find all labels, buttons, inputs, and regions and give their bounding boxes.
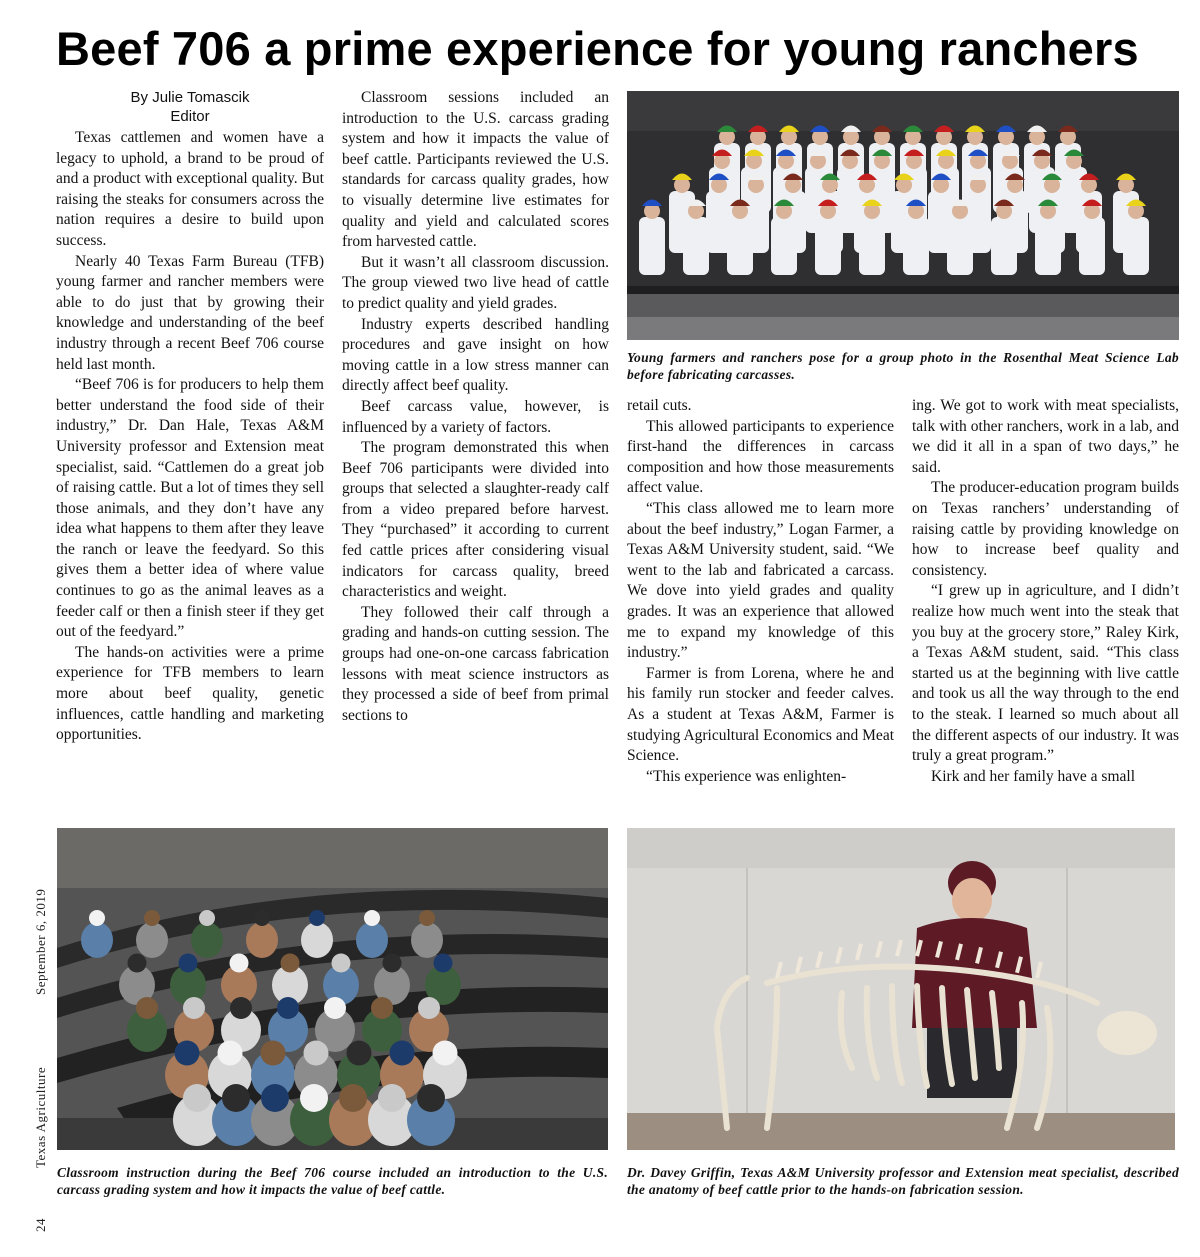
byline-author: By Julie Tomascik	[130, 89, 250, 106]
article-column-1	[56, 88, 324, 746]
page-number: 24	[33, 1218, 48, 1232]
person-coat	[859, 217, 885, 275]
student-head	[261, 1041, 286, 1066]
paragraph: retail cuts.	[627, 397, 692, 414]
person-coat	[639, 217, 665, 275]
student-head	[230, 954, 249, 973]
person-coat	[947, 217, 973, 275]
student-head	[300, 1084, 328, 1112]
student-body	[81, 922, 113, 958]
group-photo-illustration	[627, 91, 1179, 340]
paragraph: Beef carcass value, however, is influenced by a variety of factors.	[342, 397, 609, 436]
student-head	[254, 910, 270, 926]
group-photo	[627, 91, 1179, 340]
student-head	[222, 1084, 250, 1112]
paragraph: “Beef 706 is for producers to help them better understand the food side of their industry,” Dr. Dan Hale, Texas A&M University professor and Extension meat specialist, said. “Cattlemen do a great job of raising cattle. But a lot of times they sell those animals, and they don’t have any idea what happens to them after they leave the ranch or leave the feedyard. So this gives them a better idea of where value continues to go as the animal leaves as a feeder calf or then a finish steer if they get out of the feedyard.”	[56, 376, 324, 641]
student-head	[324, 997, 346, 1019]
paragraph: The producer-education program builds on Texas ranchers’ understanding of raising cattle by providing knowledge on how to increase beef quality and consistency.	[912, 479, 1179, 579]
article-column-4	[912, 396, 1179, 787]
student-head	[339, 1084, 367, 1112]
paragraph: “I grew up in agriculture, and I didn’t realize how much went into the steak that you buy at the grocery store,” Raley Kirk, a Texas A&M student, said. “This class started us at the beginning with live cattle and took us all the way through to the end to the steak. I learned so much about all the different aspects of our industry. It was truly a great program.”	[912, 582, 1179, 765]
person-coat	[1123, 217, 1149, 275]
student-head	[364, 910, 380, 926]
person-coat	[815, 217, 841, 275]
student-head	[417, 1084, 445, 1112]
student-head	[179, 954, 198, 973]
student-head	[230, 997, 252, 1019]
folio-publication: Texas Agriculture	[33, 1066, 48, 1168]
paragraph: Farmer is from Lorena, where he and his family run stocker and feeder calves. As a student at Texas A&M, Farmer is studying Agricultural Economics and Meat Science.	[627, 664, 894, 765]
paragraph: They followed their calf through a grading and hands-on cutting session. The groups had one-on-one carcass fabrication lessons with meat science instructors as they processed a side of beef from primal sections to	[342, 603, 609, 724]
student-head	[136, 997, 158, 1019]
paragraph: Kirk and her family have a small	[931, 767, 1136, 785]
paragraph: ing. We got to work with meat specialists, talk with other ranchers, work in a lab, and we did it all in a span of two days,” he said.	[912, 397, 1179, 476]
folio-date: September 6, 2019	[33, 888, 48, 995]
classroom-photo-caption: Classroom instruction during the Beef 706 course included an introduction to the U.S. carcass grading system and how it impacts the value of beef cattle.	[57, 1165, 608, 1197]
paragraph: Classroom sessions included an introduction to the U.S. carcass grading system and how it impacts the value of beef cattle. Participants reviewed the U.S. standards for carcass quality grades, how to visually determine live estimates for quality and yield and calculated scores from harvested cattle.	[342, 89, 609, 251]
student-head	[419, 910, 435, 926]
person-coat	[1035, 217, 1061, 275]
paragraph: This allowed participants to experience first-hand the differences in carcass composition and how those measurements affect value.	[627, 417, 894, 497]
student-head	[199, 910, 215, 926]
student-head	[128, 954, 147, 973]
classroom-photo-illustration	[57, 828, 608, 1150]
paragraph: The hands-on activities were a prime experience for TFB members to learn more about beef quality, genetic influences, cattle handling and marketing opportunities.	[56, 643, 324, 744]
student-head	[144, 910, 160, 926]
student-head	[281, 954, 300, 973]
student-head	[390, 1041, 415, 1066]
student-head	[277, 997, 299, 1019]
student-head	[218, 1041, 243, 1066]
skeleton-photo-illustration	[627, 828, 1175, 1150]
headline: Beef 706 a prime experience for young ranchers	[56, 22, 1139, 75]
student-head	[378, 1084, 406, 1112]
student-body	[191, 922, 223, 958]
paragraph: “This class allowed me to learn more about the beef industry,” Logan Farmer, a Texas A&M University student, said. “We went to the lab and fabricated a carcass. We dove into yield grades and quality grades. It was an experience that allowed me to expand my knowledge of this industry.”	[627, 499, 894, 662]
student-body	[301, 922, 333, 958]
paragraph: The program demonstrated this when Beef 706 participants were divided into groups that selected a slaughter-ready calf from a video prepared before harvest. They “purchased” it according to current fed cattle prices after considering visual indicators for carcass quality, breed characteristics and weight.	[342, 439, 609, 601]
student-body	[136, 922, 168, 958]
paragraph: Industry experts described handling procedures and gave insight on how moving cattle in a low stress manner can directly affect beef quality.	[342, 315, 609, 395]
skeleton-photo	[627, 828, 1175, 1150]
paragraph: Texas cattlemen and women have a legacy to uphold, a brand to be proud of and a product with exceptional quality. But raising the steaks for consumers across the nation requires a desire to build upon success.	[56, 129, 324, 249]
person-coat	[683, 217, 709, 275]
student-head	[418, 997, 440, 1019]
student-head	[261, 1084, 289, 1112]
student-head	[183, 997, 205, 1019]
student-head	[89, 910, 105, 926]
student-head	[347, 1041, 372, 1066]
paragraph: But it wasn’t all classroom discussion. The group viewed two live head of cattle to predict quality and yield grades.	[342, 253, 609, 312]
article-column-2	[342, 88, 609, 726]
person-coat	[991, 217, 1017, 275]
student-head	[434, 954, 453, 973]
student-head	[175, 1041, 200, 1066]
student-head	[433, 1041, 458, 1066]
student-body	[356, 922, 388, 958]
classroom-photo	[57, 828, 608, 1150]
student-head	[304, 1041, 329, 1066]
skeleton-photo-caption: Dr. Davey Griffin, Texas A&M University professor and Extension meat specialist, described the anatomy of beef cattle prior to the hands-on fabrication session.	[627, 1165, 1179, 1197]
student-head	[309, 910, 325, 926]
student-body	[411, 922, 443, 958]
student-body	[246, 922, 278, 958]
paragraph: Nearly 40 Texas Farm Bureau (TFB) young farmer and rancher members were able to do just that by growing their knowledge and understanding of the beef industry through a recent Beef 706 course held last month.	[56, 252, 324, 373]
person-coat	[771, 217, 797, 275]
student-head	[371, 997, 393, 1019]
person-coat	[727, 217, 753, 275]
byline-role: Editor	[170, 108, 210, 125]
group-photo-caption: Young farmers and ranchers pose for a group photo in the Rosenthal Meat Science Lab before fabricating carcasses.	[627, 350, 1179, 382]
student-head	[183, 1084, 211, 1112]
person-coat	[1079, 217, 1105, 275]
paragraph: “This experience was enlighten-	[646, 767, 847, 785]
person-coat	[903, 217, 929, 275]
student-head	[383, 954, 402, 973]
student-head	[332, 954, 351, 973]
article-column-3	[627, 396, 894, 787]
